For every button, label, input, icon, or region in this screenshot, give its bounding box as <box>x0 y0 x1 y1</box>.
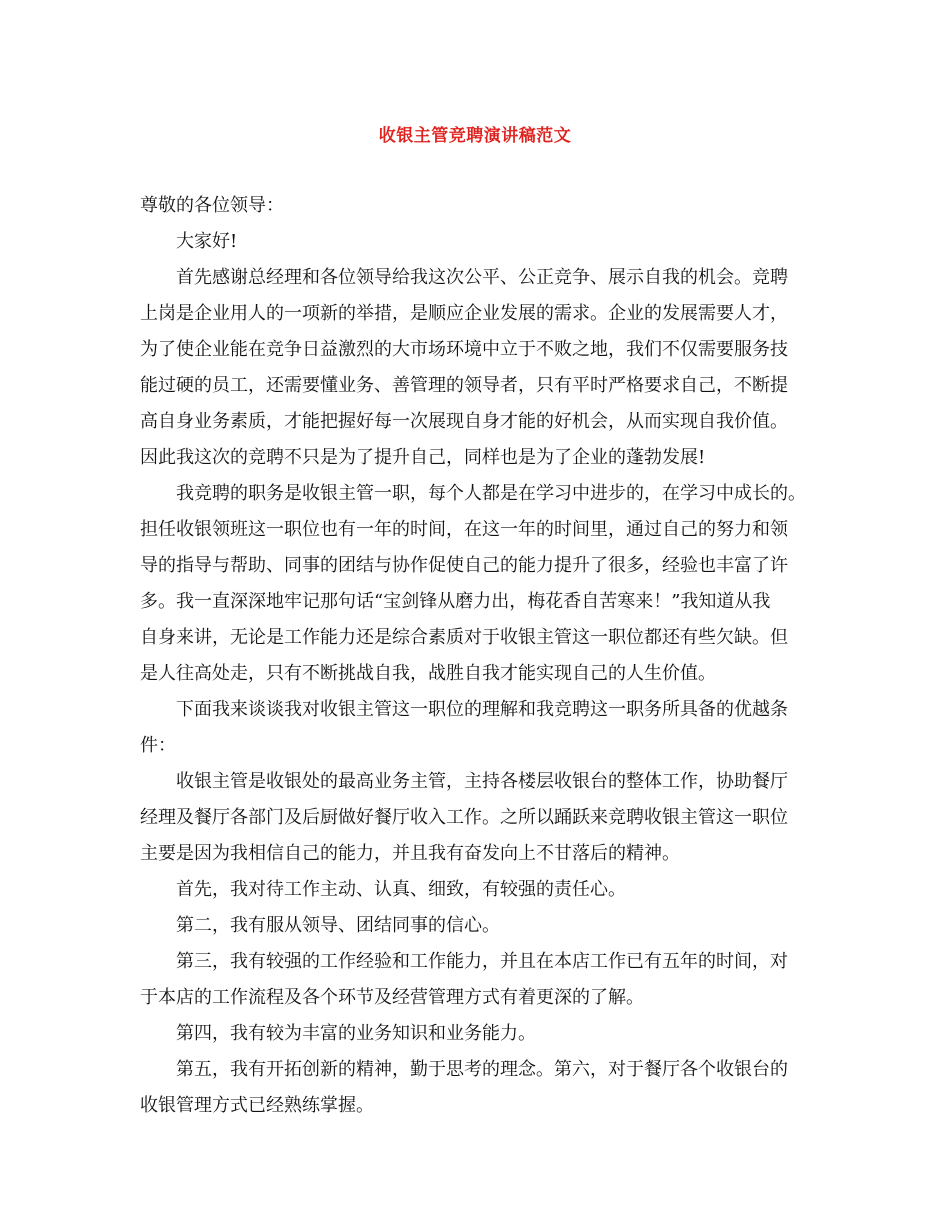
paragraph-line: 是人往高处走，只有不断挑战自我，战胜自我才能实现自己的人生价值。 <box>140 663 716 684</box>
paragraph-line: 多。我一直深深地牢记那句话“宝剑锋从磨力出，梅花香自苦寒来！”我知道从我 <box>140 591 771 612</box>
paragraph-line: 第二，我有服从领导、团结同事的信心。 <box>176 915 500 936</box>
paragraph-line: 因此我这次的竞聘不只是为了提升自己，同样也是为了企业的蓬勃发展! <box>140 447 706 468</box>
paragraph-line: 下面我来谈谈我对收银主管这一职位的理解和我竞聘这一职务所具备的优越条 <box>176 699 788 720</box>
paragraph-line: 收银主管是收银处的最高业务主管，主持各楼层收银台的整体工作，协助餐厅 <box>176 771 788 792</box>
paragraph-line: 收银管理方式已经熟练掌握。 <box>140 1095 374 1116</box>
paragraph-line: 自身来讲，无论是工作能力还是综合素质对于收银主管这一职位都还有些欠缺。但 <box>140 627 788 648</box>
paragraph-line: 上岗是企业用人的一项新的举措，是顺应企业发展的需求。企业的发展需要人才， <box>140 303 788 324</box>
paragraph-line: 主要是因为我相信自己的能力，并且我有奋发向上不甘落后的精神。 <box>140 843 680 864</box>
greeting: 大家好! <box>176 231 238 252</box>
paragraph-line: 为了使企业能在竞争日益激烈的大市场环境中立于不败之地，我们不仅需要服务技 <box>140 339 788 360</box>
paragraph-line: 导的指导与帮助、同事的团结与协作促使自己的能力提升了很多，经验也丰富了许 <box>140 555 788 576</box>
paragraph-line: 件： <box>140 735 176 756</box>
paragraph-line: 第三，我有较强的工作经验和工作能力，并且在本店工作已有五年的时间，对 <box>176 951 788 972</box>
paragraph-line: 第五，我有开拓创新的精神，勤于思考的理念。第六，对于餐厅各个收银台的 <box>176 1059 788 1080</box>
paragraph-line: 首先感谢总经理和各位领导给我这次公平、公正竞争、展示自我的机会。竞聘 <box>176 267 788 288</box>
paragraph-line: 首先，我对待工作主动、认真、细致，有较强的责任心。 <box>176 879 626 900</box>
paragraph-line: 能过硬的员工，还需要懂业务、善管理的领导者，只有平时严格要求自己，不断提 <box>140 375 788 396</box>
document-title: 收银主管竞聘演讲稿范文 <box>378 126 572 146</box>
paragraph-line: 高自身业务素质，才能把握好每一次展现自身才能的好机会，从而实现自我价值。 <box>140 411 788 432</box>
paragraph-line: 担任收银领班这一职位也有一年的时间，在这一年的时间里，通过自己的努力和领 <box>140 519 788 540</box>
paragraph-line: 经理及餐厅各部门及后厨做好餐厅收入工作。之所以踊跃来竞聘收银主管这一职位 <box>140 807 788 828</box>
paragraph-line: 我竞聘的职务是收银主管一职，每个人都是在学习中进步的，在学习中成长的。 <box>176 483 806 504</box>
salutation: 尊敬的各位领导： <box>140 195 284 216</box>
paragraph-line: 于本店的工作流程及各个环节及经营管理方式有着更深的了解。 <box>140 987 644 1008</box>
paragraph-line: 第四，我有较为丰富的业务知识和业务能力。 <box>176 1023 536 1044</box>
